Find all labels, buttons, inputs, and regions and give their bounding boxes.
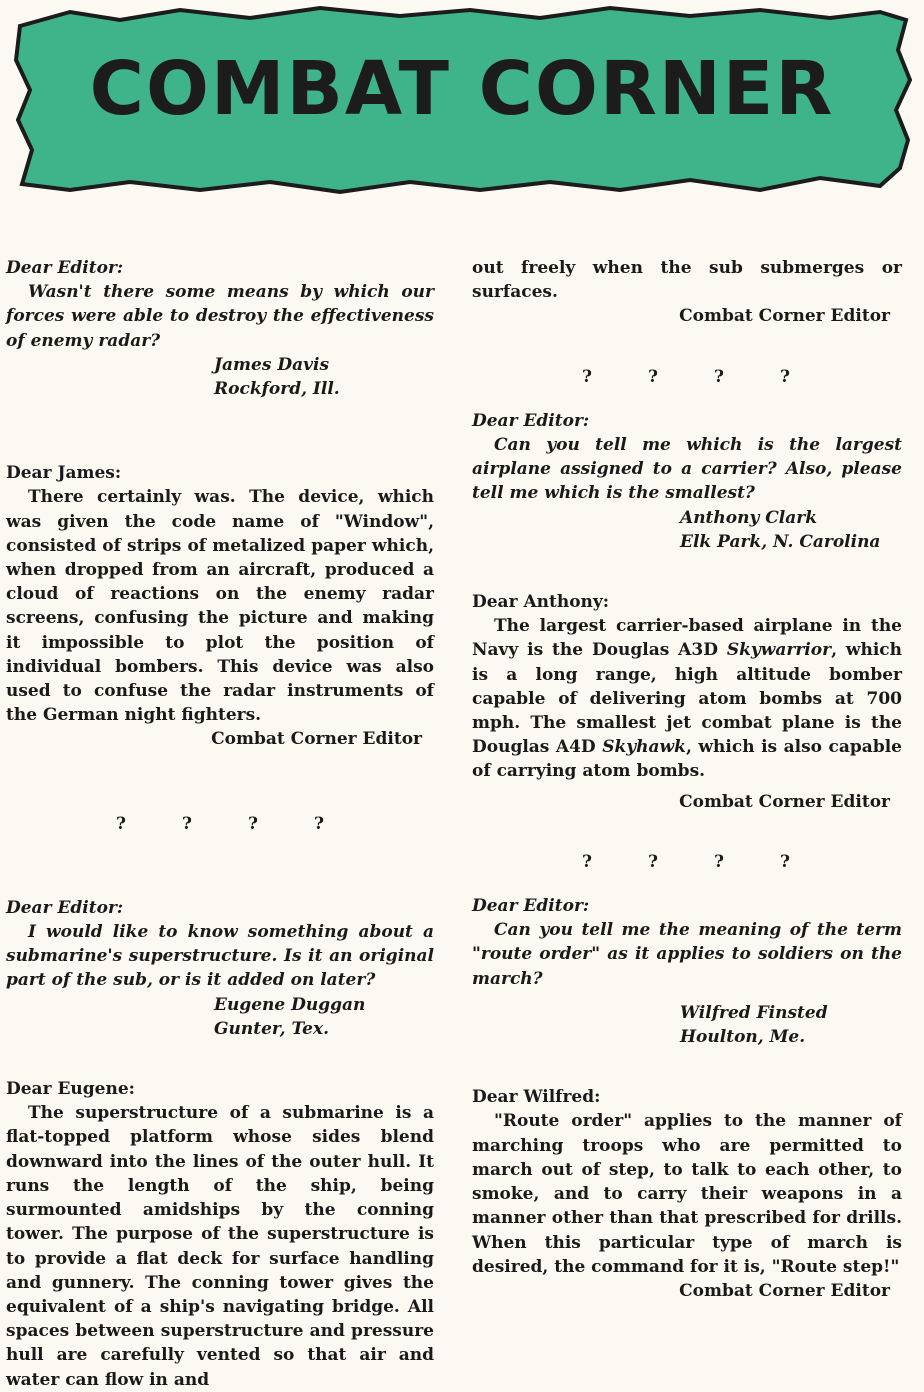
- editor-signoff: Combat Corner Editor: [679, 791, 890, 812]
- letter-place: Rockford, Ill.: [214, 379, 340, 400]
- letter-salutation: Dear Editor:: [6, 258, 124, 278]
- reply-body: "Route order" applies to the manner of marching troops who are permitted to march out of step, to talk to each other, to smoke, and to carry their weapons in a manner other than that prescribed for drills. When this particular type of march is desired, the command for it is, "Route step!": [472, 1111, 902, 1277]
- separator: ? ? ? ?: [116, 813, 324, 834]
- letter-body: I would like to know something about a submarine's superstructure. Is it an original part of the sub, or is it added on later?: [6, 922, 434, 991]
- letter-body: Can you tell me which is the largest airplane assigned to a carrier? Also, please tell me which is the smallest?: [472, 435, 902, 504]
- reply-body: The largest carrier-based airplane in the Navy is the Douglas A3D Skywarrior, which is a long range, high altitude bomber capable of delivering atom bombs at 700 mph. The smallest jet combat plane is the Douglas A4D Skyhawk, which is also capable of carrying atom bombs.: [472, 616, 903, 782]
- header-banner: [0, 0, 924, 200]
- reply-salutation: Dear Anthony:: [472, 592, 610, 613]
- reply-body: There certainly was. The device, which was given the code name of "Window", consisted of strips of metalized paper which, when dropped from an aircraft, produced a cloud of reactions on the enemy radar screens, confusing the picture and making it impossible to plot the position of individual bombers. This device was also used to confuse the radar instruments of the German night fighters.: [6, 487, 434, 726]
- separator: ? ? ? ?: [582, 366, 790, 387]
- reply-salutation: Dear Eugene:: [6, 1079, 135, 1100]
- letter-place: Houlton, Me.: [680, 1027, 806, 1048]
- letter-salutation: Dear Editor:: [6, 897, 124, 918]
- reply-salutation: Dear James:: [6, 463, 122, 484]
- editor-signoff: Combat Corner Editor: [679, 1280, 890, 1301]
- separator: ? ? ? ?: [582, 851, 790, 872]
- reply-body: The superstructure of a submarine is a flat-topped platform whose sides blend downward into the lines of the outer hull. It runs the length of the ship, being surmounted amidships by the conning tower. The purpose of the superstructure is to provide a flat deck for surface handling and gunnery. The conning tower gives the equivalent of a ship's navigating bridge. All spaces between superstructure and pressure hull are carefully vented so that air and water can flow in and: [6, 1103, 434, 1390]
- letter-author: Eugene Duggan: [214, 994, 366, 1015]
- right-column: [472, 256, 902, 1303]
- left-column: [6, 256, 434, 1392]
- editor-signoff: Combat Corner Editor: [679, 306, 890, 327]
- letter-place: Gunter, Tex.: [214, 1018, 330, 1039]
- letter-author: Wilfred Finsted: [680, 1002, 828, 1023]
- editor-signoff: Combat Corner Editor: [211, 729, 422, 750]
- letter-body: Can you tell me the meaning of the term "route order" as it applies to soldiers on the march?: [472, 920, 902, 989]
- page-title: COMBAT CORNER: [89, 46, 835, 132]
- letter-author: Anthony Clark: [680, 507, 817, 528]
- reply-body-continued: out freely when the sub submerges or surfaces.: [472, 258, 902, 303]
- letter-author: James Davis: [214, 354, 330, 375]
- letter-salutation: Dear Editor:: [472, 410, 590, 431]
- reply-salutation: Dear Wilfred:: [472, 1087, 601, 1108]
- letter-body: Wasn't there some means by which our forces were able to destroy the effectiveness of enemy radar?: [6, 282, 434, 351]
- letter-place: Elk Park, N. Carolina: [680, 531, 881, 552]
- letter-salutation: Dear Editor:: [472, 896, 590, 917]
